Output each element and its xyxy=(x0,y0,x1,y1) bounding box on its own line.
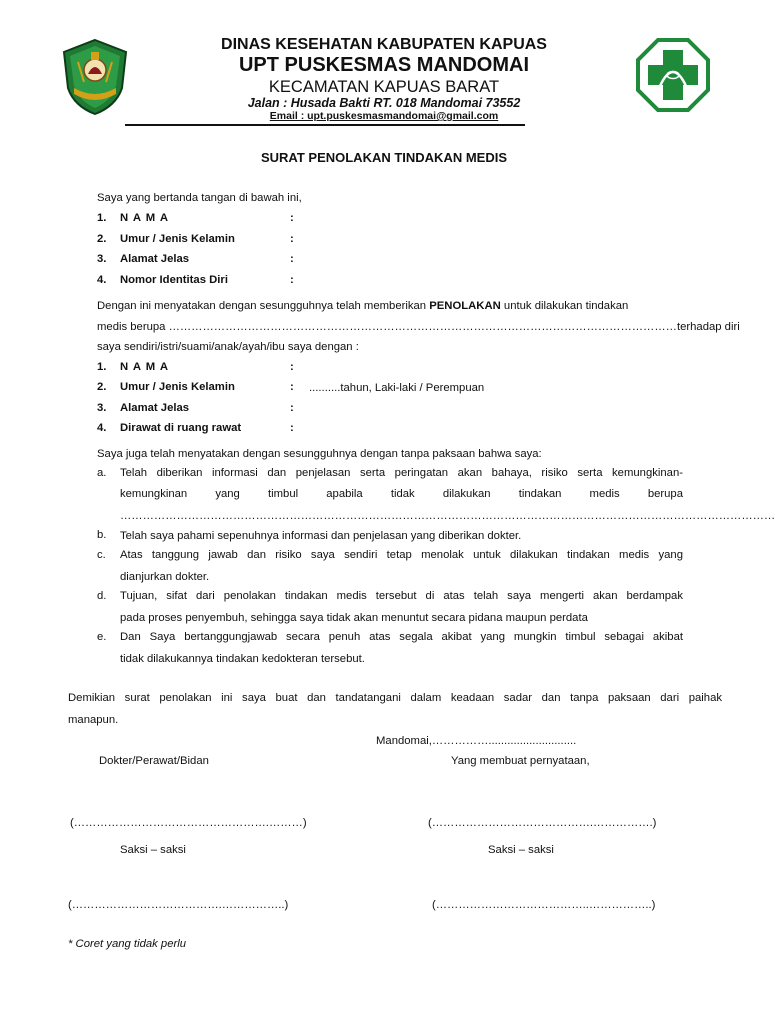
patient-colon: : xyxy=(290,361,294,373)
point-e-mark: e. xyxy=(97,631,107,643)
signer-colon: : xyxy=(290,212,294,224)
point-a-line-1: Telah diberikan informasi dan penjelasan serta peringatan akan bahaya, risiko serta kemungkinan- xyxy=(120,467,683,479)
left-signature-line: (…………………………………………….………) xyxy=(70,817,307,829)
patient-colon: : xyxy=(290,402,294,414)
point-d-line-2: pada proses penyembuh, sehingga saya tidak akan menuntut secara pidana maupun perdata xyxy=(120,612,588,624)
header-agency: DINAS KESEHATAN KABUPATEN KAPUAS xyxy=(221,36,547,53)
signer-colon: : xyxy=(290,233,294,245)
patient-num: 4. xyxy=(97,422,107,434)
intro-text: Saya yang bertanda tangan di bawah ini, xyxy=(97,192,302,204)
signer-num: 2. xyxy=(97,233,107,245)
point-a-line-3: ………………………………………………………………………………………………………………………………………………………… xyxy=(120,510,775,522)
patient-colon: : xyxy=(290,422,294,434)
header-divider xyxy=(125,124,525,126)
left-witness-label: Saksi – saksi xyxy=(120,844,186,856)
right-signature-line: (…………………………………….…………….) xyxy=(428,817,657,829)
patient-age-label: Umur / Jenis Kelamin xyxy=(120,381,235,393)
signer-num: 3. xyxy=(97,253,107,265)
signer-num: 1. xyxy=(97,212,107,224)
patient-address-label: Alamat Jelas xyxy=(120,402,190,414)
patient-ward-label: Dirawat di ruang rawat xyxy=(120,422,242,434)
header-subdistrict: KECAMATAN KAPUAS BARAT xyxy=(268,78,500,96)
right-signer-role: Yang membuat pernyataan, xyxy=(451,755,590,767)
patient-num: 3. xyxy=(97,402,107,414)
signer-age-label: Umur / Jenis Kelamin xyxy=(120,233,235,245)
signer-id-label: Nomor Identitas Diri xyxy=(120,274,228,286)
point-b-mark: b. xyxy=(97,529,107,541)
signer-colon: : xyxy=(290,274,294,286)
patient-num: 2. xyxy=(97,381,107,393)
patient-name-label: N A M A xyxy=(120,361,170,373)
statement-line-3: saya sendiri/istri/suami/anak/ayah/ibu saya dengan : xyxy=(97,341,359,353)
point-c-line-2: dianjurkan dokter. xyxy=(120,571,210,583)
patient-age-value: ..........tahun, Laki-laki / Perempuan xyxy=(309,382,485,394)
right-witness-label: Saksi – saksi xyxy=(488,844,554,856)
place-date: Mandomai,……………............................ xyxy=(376,735,577,747)
point-b-line-1: Telah saya pahami sepenuhnya informasi dan penjelasan yang diberikan dokter. xyxy=(120,530,522,542)
right-witness-line: (…………………………………..……………..) xyxy=(432,899,656,911)
header-unit: UPT PUSKESMAS MANDOMAI xyxy=(238,54,529,76)
left-witness-line: (………………………………….……………..) xyxy=(68,899,289,911)
statement-line-2: medis berupa ………………………………………………………………………………………………………………………terhadap diri xyxy=(97,321,740,333)
point-a-line-2: kemungkinan yang timbul apabila tidak dilakukan tindakan medis berupa xyxy=(120,488,683,500)
footnote: * Coret yang tidak perlu xyxy=(68,938,187,950)
header-address: Jalan : Husada Bakti RT. 018 Mandomai 73552 xyxy=(247,96,521,110)
document-title: SURAT PENOLAKAN TINDAKAN MEDIS xyxy=(260,150,508,165)
point-d-line-1: Tujuan, sifat dari penolakan tindakan medis tersebut di atas telah saya mengerti akan berdampak xyxy=(120,590,683,602)
signer-num: 4. xyxy=(97,274,107,286)
left-signer-role: Dokter/Perawat/Bidan xyxy=(99,755,209,767)
header-email[interactable]: Email : upt.puskesmasmandomai@gmail.com xyxy=(269,110,499,122)
point-d-mark: d. xyxy=(97,590,107,602)
signer-colon: : xyxy=(290,253,294,265)
point-c-line-1: Atas tanggung jawab dan risiko saya sendiri tetap menolak untuk dilakukan tindakan medis yang xyxy=(120,549,683,561)
point-a-mark: a. xyxy=(97,467,107,479)
patient-colon: : xyxy=(290,381,294,393)
point-c-mark: c. xyxy=(97,549,106,561)
statement-line-1: Dengan ini menyatakan dengan sesungguhnya telah memberikan PENOLAKAN untuk dilakukan tindakan xyxy=(97,300,629,312)
point-e-line-2: tidak dilakukannya tindakan kedokteran tersebut. xyxy=(120,653,365,665)
signer-name-label: N A M A xyxy=(120,212,170,224)
patient-num: 1. xyxy=(97,361,107,373)
closing-line-1: Demikian surat penolakan ini saya buat dan tandatangani dalam keadaan sadar dan tanpa paksaan dari paihak xyxy=(68,692,722,704)
also-statement: Saya juga telah menyatakan dengan sesungguhnya dengan tanpa paksaan bahwa saya: xyxy=(97,448,542,460)
closing-line-2: manapun. xyxy=(68,714,119,726)
point-e-line-1: Dan Saya bertanggungjawab secara penuh atas segala akibat yang mungkin timbul sebagai akibat xyxy=(120,631,683,643)
signer-address-label: Alamat Jelas xyxy=(120,253,190,265)
